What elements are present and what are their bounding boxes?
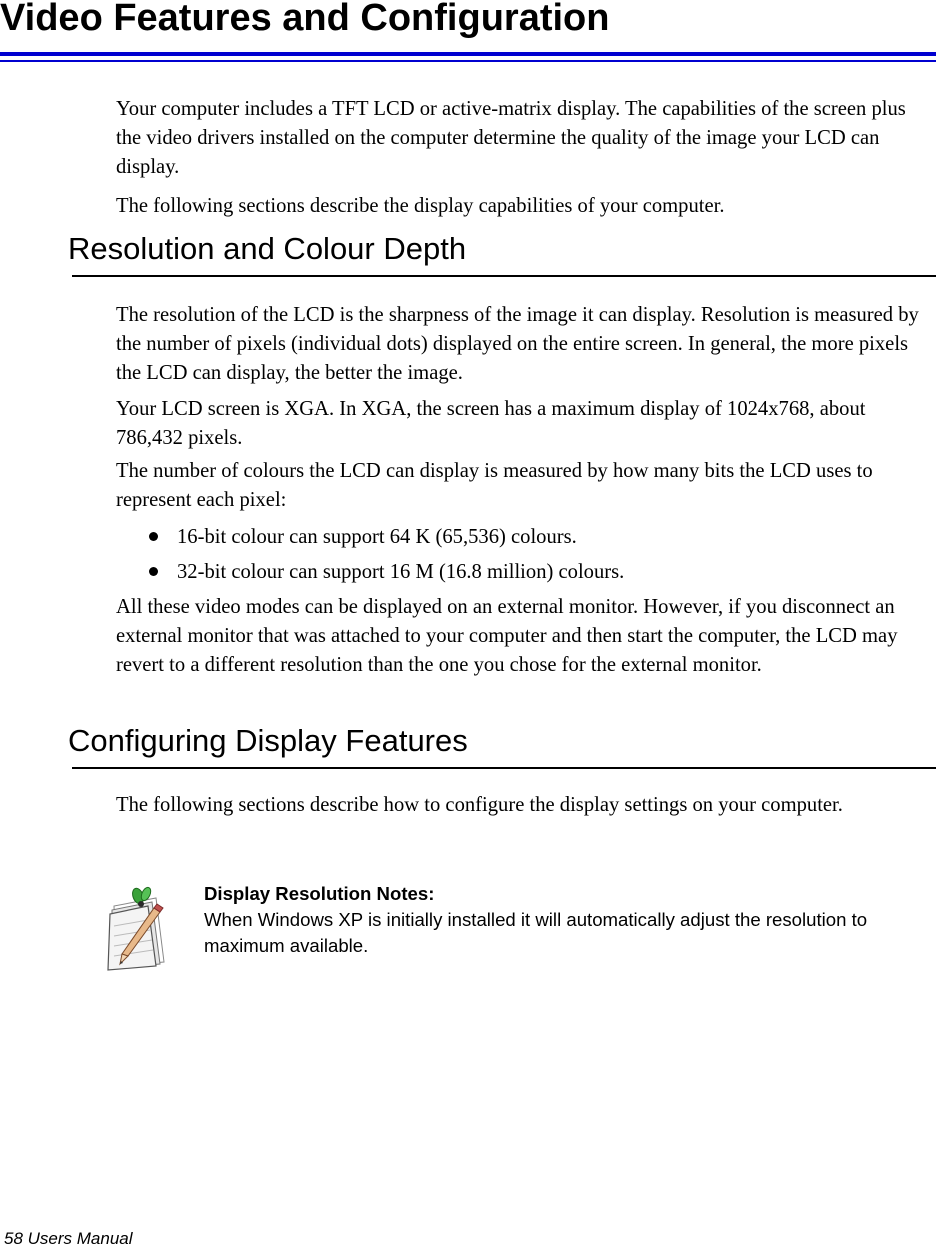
- note-title: Display Resolution Notes:: [204, 883, 435, 904]
- chapter-title: Video Features and Configuration: [0, 0, 610, 39]
- section-heading-resolution: Resolution and Colour Depth: [68, 231, 467, 266]
- section-heading-configuring: Configuring Display Features: [68, 723, 468, 758]
- note-pencil-icon: [106, 884, 172, 972]
- note-body: When Windows XP is initially installed it will automatically adjust the resolution to maximum available.: [204, 909, 868, 956]
- resolution-closing-paragraph: All these video modes can be displayed on an external monitor. However, if you disconnect an external monitor that was attached to your computer and then start the computer, the LCD may revert to a different resolution than the one you chose for the external monitor.: [116, 596, 898, 676]
- section-rule-resolution: [72, 275, 936, 277]
- intro-paragraph-2: The following sections describe the display capabilities of your computer.: [116, 195, 725, 217]
- resolution-paragraph-1: The resolution of the LCD is the sharpness of the image it can display. Resolution is measured by the number of pixels (individual dots) displayed on the entire screen. In general, the more pixels the LCD can display, the better the image.: [116, 304, 919, 384]
- bullet-dot-icon: [149, 532, 158, 541]
- bullet-dot-icon: [149, 567, 158, 576]
- intro-paragraph-1: Your computer includes a TFT LCD or active-matrix display. The capabilities of the screen plus the video drivers installed on the computer determine the quality of the image your LCD can display.: [116, 98, 906, 178]
- resolution-paragraph-3: The number of colours the LCD can display is measured by how many bits the LCD uses to represent each pixel:: [116, 460, 873, 511]
- page-footer: 58 Users Manual: [4, 1229, 133, 1248]
- bullet-text: 16-bit colour can support 64 K (65,536) colours.: [177, 526, 577, 548]
- title-rule-thin: [0, 60, 936, 62]
- title-rule-thick: [0, 52, 936, 56]
- resolution-paragraph-2: Your LCD screen is XGA. In XGA, the screen has a maximum display of 1024x768, about 786,432 pixels.: [116, 398, 866, 449]
- configuring-paragraph: The following sections describe how to configure the display settings on your computer.: [116, 794, 843, 816]
- section-rule-configuring: [72, 767, 936, 769]
- bullet-text: 32-bit colour can support 16 M (16.8 million) colours.: [177, 561, 625, 583]
